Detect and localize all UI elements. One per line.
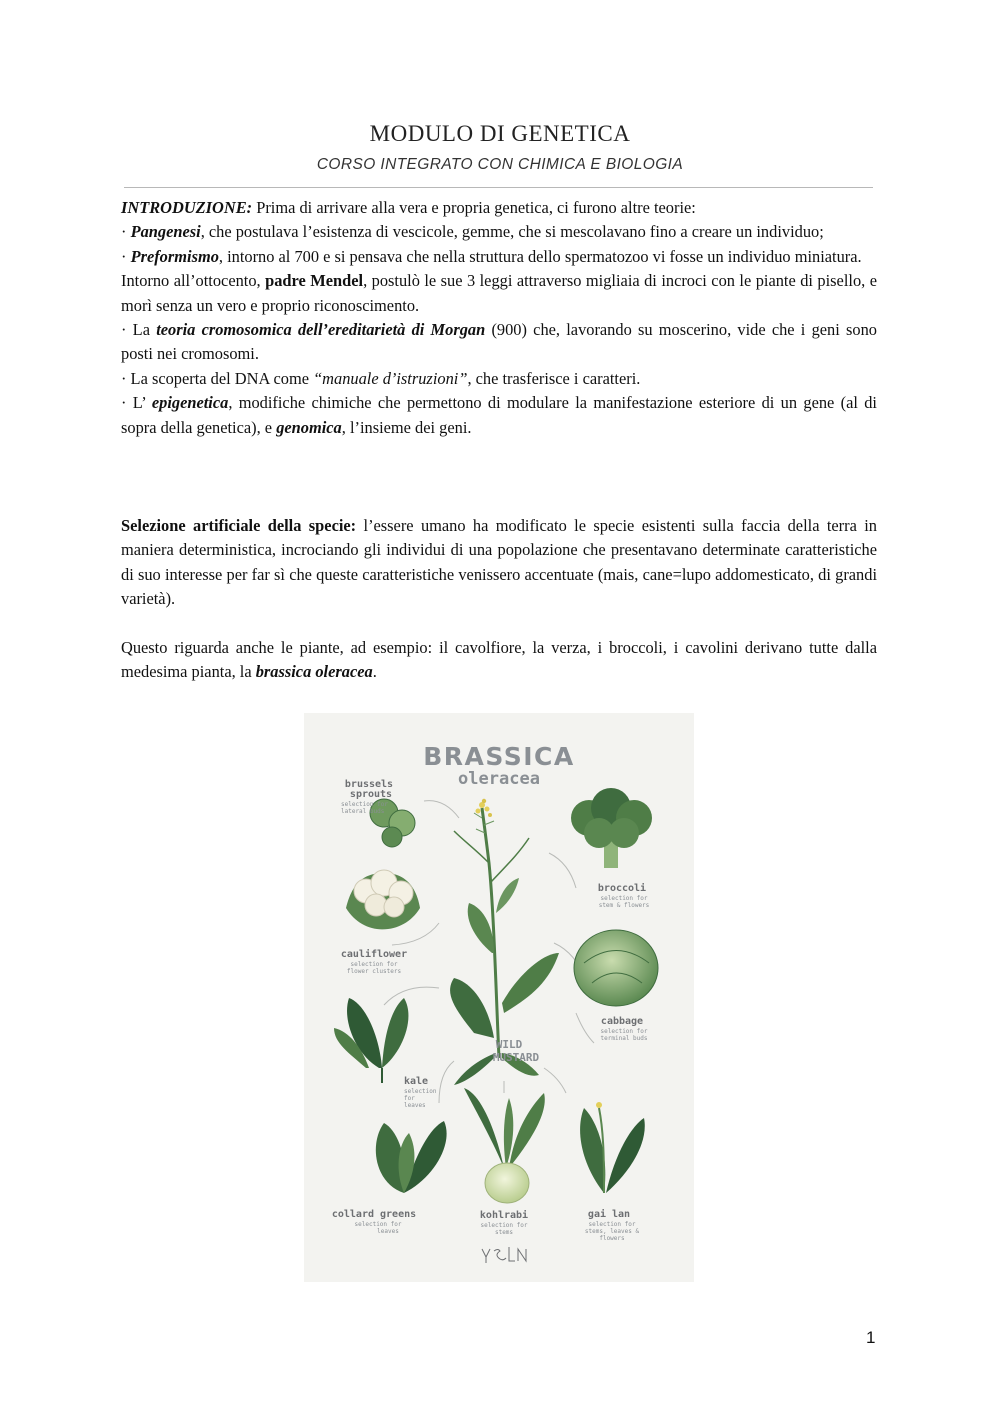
bullet: · xyxy=(121,246,131,266)
collard-desc-1: selection for xyxy=(354,1221,402,1228)
pangenesi-item xyxy=(121,220,877,244)
cabbage-name: cabbage xyxy=(600,1016,644,1027)
section-selezione xyxy=(121,514,877,612)
selezione-text: l’essere umano ha modificato le specie esistenti sulla faccia della terra in maniera deterministica, incrociando gli individui di una popolazione che presentavano determinate caratteristiche di suo interesse per far sì che queste caratteristiche venissero accentuate (mais, cane=lupo addomesticato, di grandi varietà). xyxy=(121,516,877,609)
artist-signature xyxy=(482,1247,526,1263)
piante-text: Questo riguarda anche le piante, ad esempio: il cavolfiore, la verza, i broccoli, i cavolini derivano tutte dalla medesima pianta, la xyxy=(121,638,877,682)
kale-desc-1: selection xyxy=(404,1088,437,1095)
mendel-pre: Intorno all’ottocento, xyxy=(121,271,266,291)
header-divider xyxy=(124,187,873,188)
epigenetica-text: , modifiche chimiche che permettono di modulare la manifestazione esteriore di un gene (al di sopra della genetica), e xyxy=(121,393,877,437)
dna-pre: · La scoperta del DNA come xyxy=(121,368,314,388)
brassica-term: brassica oleracea xyxy=(255,662,373,682)
genomica-text: , l’insieme dei geni. xyxy=(341,417,472,437)
page-title: MODULO DI GENETICA xyxy=(369,121,631,146)
brussels-desc-1: selection for xyxy=(341,801,388,808)
section-piante xyxy=(121,636,877,685)
brussels-name-2: sprouts xyxy=(349,789,393,800)
mendel-paragraph xyxy=(121,269,877,318)
mendel-term: padre Mendel xyxy=(265,271,364,291)
dna-text: , che trasferisce i caratteri. xyxy=(467,368,641,388)
cauliflower-drawing xyxy=(346,870,420,929)
kale-drawing xyxy=(334,998,408,1083)
pangenesi-term: Pangenesi xyxy=(130,222,201,242)
brussels-desc-2: lateral buds xyxy=(341,808,385,815)
kale-desc-2: for xyxy=(404,1095,415,1102)
cauliflower-desc-2: flower clusters xyxy=(346,968,402,975)
poster-title: BRASSICA xyxy=(423,742,575,771)
intro-paragraph xyxy=(121,196,877,220)
poster-subtitle: oleracea xyxy=(458,769,540,789)
preformismo-term: Preformismo xyxy=(130,246,219,266)
morgan-item xyxy=(121,318,877,367)
gai-lan-desc-3: flowers xyxy=(599,1235,625,1242)
selezione-label: Selezione artificiale della specie: xyxy=(121,516,357,535)
brassica-poster xyxy=(304,713,694,1282)
bullet: · xyxy=(121,222,131,242)
gai-lan-drawing xyxy=(580,1102,645,1193)
brassica-illustration xyxy=(304,713,694,1282)
cabbage-desc-1: selection for xyxy=(600,1028,648,1035)
morgan-text: (900) che, lavorando su moscerino, vide che i geni sono posti nei cromosomi. xyxy=(121,320,877,364)
epigenetica-item xyxy=(121,391,877,440)
cauliflower-name: cauliflower xyxy=(340,949,408,960)
morgan-term: teoria cromosomica dell’ereditarietà di Morgan xyxy=(156,320,486,340)
page-number: 1 xyxy=(866,1328,876,1347)
genomica-term: genomica xyxy=(276,417,342,437)
cauliflower-desc-1: selection for xyxy=(350,961,398,968)
kohlrabi-desc-1: selection for xyxy=(480,1222,528,1229)
section-introduzione xyxy=(121,196,877,440)
mendel-text: , postulò le sue 3 leggi attraverso migliaia di incroci con le piante di pisello, e morì senza un vero e proprio riconoscimento. xyxy=(121,271,877,315)
intro-label: INTRODUZIONE: xyxy=(121,198,253,217)
kohlrabi-desc-2: stems xyxy=(494,1229,514,1236)
epigenetica-term: epigenetica xyxy=(151,393,229,413)
kohlrabi-drawing xyxy=(464,1088,545,1203)
epigenetica-pre: · L’ xyxy=(121,393,152,413)
dna-item xyxy=(121,367,877,391)
cabbage-desc-2: terminal buds xyxy=(600,1035,648,1042)
pangenesi-text: , che postulava l’esistenza di vescicole, gemme, che si mescolavano fino a creare un individuo; xyxy=(200,222,824,242)
preformismo-text: , intorno al 700 e si pensava che nella struttura dello spermatozoo vi fosse un individuo miniatura. xyxy=(218,246,862,266)
collard-desc-2: leaves xyxy=(377,1228,399,1235)
gai-lan-name: gai lan xyxy=(587,1209,631,1220)
gai-lan-desc-1: selection for xyxy=(588,1221,636,1228)
cabbage-drawing xyxy=(574,930,658,1006)
broccoli-desc-2: stem & flowers xyxy=(598,902,650,909)
dna-term: “manuale d’istruzioni” xyxy=(313,368,468,388)
wild-mustard-label-1: WILD xyxy=(495,1038,523,1051)
preformismo-item xyxy=(121,245,877,269)
page-subtitle: CORSO INTEGRATO CON CHIMICA E BIOLOGIA xyxy=(316,156,684,173)
morgan-pre: · La xyxy=(121,320,157,340)
broccoli-name: broccoli xyxy=(597,883,647,894)
intro-text: Prima di arrivare alla vera e propria genetica, ci furono altre teorie: xyxy=(252,198,696,217)
piante-paragraph xyxy=(121,636,877,685)
kale-name: kale xyxy=(404,1076,429,1087)
kohlrabi-name: kohlrabi xyxy=(479,1210,529,1221)
broccoli-drawing xyxy=(571,788,652,868)
collard-name: collard greens xyxy=(331,1209,417,1220)
selezione-paragraph xyxy=(121,514,877,612)
piante-end: . xyxy=(372,662,377,682)
kale-desc-3: leaves xyxy=(404,1102,426,1109)
brussels-name-1: brussels xyxy=(344,779,394,790)
collard-greens-drawing xyxy=(376,1121,447,1193)
gai-lan-desc-2: stems, leaves & xyxy=(584,1228,640,1235)
wild-mustard-label-2: MUSTARD xyxy=(492,1051,540,1064)
broccoli-desc-1: selection for xyxy=(600,895,648,902)
